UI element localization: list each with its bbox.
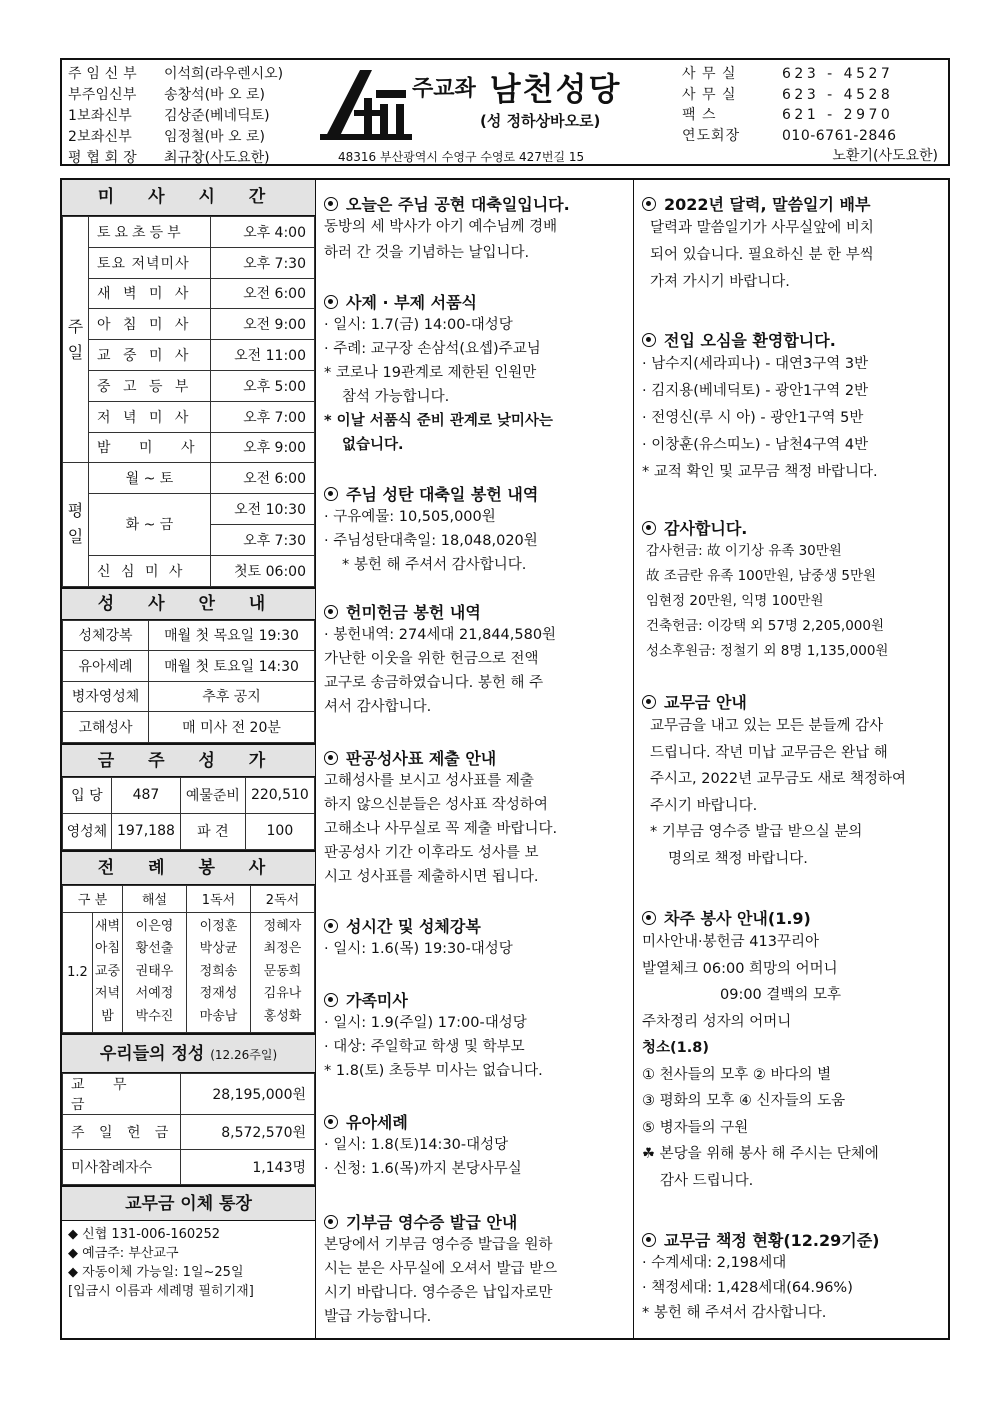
table-row [63,278,315,309]
notice-title [324,988,543,1011]
notice-line: 명의로 책정 바랍니다. [668,850,808,867]
bullet-icon [324,751,338,765]
hymn-number: 197,188 [111,813,180,849]
clergy-row [68,106,283,127]
notice-dues-status [642,1228,879,1326]
notice-title-text: 교무금 안내 [664,693,747,712]
notice-line: ① 천사들의 모후 ② 바다의 별 [642,1066,832,1083]
bullet-icon [642,521,656,535]
service-header: 해설 [123,885,187,912]
table-row [63,217,315,248]
notice-body [642,713,906,872]
bullet-icon [642,1233,656,1247]
notice-line: 09:00 결백의 모후 [720,987,842,1003]
service-date: 1.2 [63,912,93,1032]
service-header: 2독서 [251,885,315,912]
notice-line: 가난한 이웃을 위한 헌금으로 전액 [324,651,539,667]
notice-title [324,290,553,313]
notice-line: * 교적 확인 및 교무금 책정 바랍니다. [642,464,878,480]
sacrament-name: 성체강복 [63,620,149,651]
liturgy-service-table [62,885,315,1033]
notice-line: · 김지용(베네딕토) - 광안1구역 2반 [642,383,869,399]
notice-title [324,482,538,505]
reader2: 정혜자 [263,918,302,934]
church-logo-icon [320,64,418,142]
notice-line: 본당에서 기부금 영수증 발급을 원하 [324,1237,553,1253]
contact-label: 연도회장 [682,127,741,144]
church-prefix: 주교좌 [412,76,476,102]
clergy-name: 최규창(사도요한) [164,150,270,166]
offering-label: 교 무 금 [63,1073,181,1114]
middle-column [316,180,634,1338]
table-row [63,885,315,912]
notice-line: 드립니다. 작년 미납 교무금은 완납 해 [650,744,888,761]
notice-line: 故 조금란 유족 100만원, 남중생 5만원 [646,568,877,584]
notice-church-dues [642,690,906,872]
notice-line: 주시고, 2022년 교무금도 새로 책정하여 [650,771,907,787]
sacrament-name: 유아세례 [63,651,149,682]
commentator: 황선출 [135,941,174,957]
clergy-row [68,85,283,106]
hymns-table [62,777,315,850]
notice-line: 고해소나 사무실로 꼭 제출 바랍니다. [324,821,558,837]
notice-title-text: 가족미사 [346,991,408,1010]
notice-title [642,516,888,539]
notice-line: * 기부금 영수증 발급 받으실 분의 [650,824,863,840]
contact-label: 사 무 실 [682,86,737,103]
sacrament-time: 매월 첫 목요일 19:30 [149,620,315,651]
mass-times-table [62,216,315,587]
clergy-role: 평 협 회 장 [68,150,137,166]
contact-row [682,64,938,85]
mass-time: 오후 5:00 [211,370,315,401]
bullet-icon [324,1215,338,1229]
mass-time: 오전 6:00 [211,278,315,309]
notice-line: 임현정 20만원, 익명 100만원 [646,593,824,609]
notice-title [324,192,570,215]
mass-time: 오후 7:30 [211,247,315,278]
notice-line: 교무금을 내고 있는 모든 분들께 감사 [650,718,884,734]
notice-body [642,539,888,664]
table-row [63,401,315,432]
notice-line: · 전영신(루 시 아) - 광안1구역 5반 [642,410,864,426]
clergy-name: 임정철(바 오 로) [164,129,265,145]
notice-line: 참석 가능합니다. [342,389,450,405]
notice-line: · 수계세대: 2,198세대 [642,1255,787,1271]
reader1: 박상균 [199,941,238,957]
service-header: 1독서 [187,885,251,912]
contact-list [682,64,938,167]
notice-title-text: 감사합니다. [664,519,748,538]
notice-line: 성소후원금: 정철기 외 8명 1,135,000원 [646,643,889,659]
notice-title-text: 헌미헌금 봉헌 내역 [346,603,481,622]
sacrament-time: 추후 공지 [149,681,315,712]
notice-thanks [642,516,888,664]
service-mass: 새벽 [94,918,121,934]
notice-body [324,937,513,961]
notice-line: * 이날 서품식 준비 관계로 낮미사는 [324,413,553,429]
notice-line: ☘ 본당을 위해 봉사 해 주시는 단체에 [642,1146,879,1162]
bullet-icon [642,911,656,925]
table-row [63,777,315,813]
commentator: 이은영 [135,918,174,934]
offering-value: 8,572,570원 [181,1114,315,1149]
notice-line: * 코로나 19관계로 제한된 인원만 [324,365,537,381]
notice-body [642,215,874,296]
notice-line: · 일시: 1.6(목) 19:30-대성당 [324,941,513,957]
notice-line: · 남수지(세라피나) - 대연3구역 3반 [642,356,869,372]
notice-line: 판공성사 기간 이후라도 성사를 보 [324,845,539,861]
notice-title [642,1228,879,1251]
table-row [63,681,315,712]
notice-title-text: 차주 봉사 안내(1.9) [664,909,811,928]
mass-name: 중 고 등 부 [89,370,211,401]
commentator-list [123,912,187,1032]
notice-line: · 구유예물: 10,505,000원 [324,509,496,525]
notice-line: 청소(1.8) [642,1040,709,1056]
table-row [63,370,315,401]
hymn-number: 220,510 [245,777,314,813]
reader2: 김유나 [263,986,302,1002]
notice-welcome [642,328,878,486]
notice-calendar [642,192,874,296]
notice-line: * 봉헌 해 주셔서 감사합니다. [342,557,527,573]
table-row [63,620,315,651]
contact-value: 621 - 2970 [782,107,894,123]
bullet-icon [642,333,656,347]
bank-line: [입금시 이름과 세례명 필히기재] [68,1283,254,1299]
notice-line: 건축헌금: 이강택 외 57명 2,205,000원 [646,618,885,634]
hymns-title: 금 주 성 가 [62,743,315,777]
notice-line: 시기 바랍니다. 영수증은 납입자로만 [324,1285,553,1301]
service-mass: 밤 [101,1008,114,1024]
contact-row [682,85,938,106]
notice-line: 하지 않으신분들은 성사표 작성하여 [324,797,548,813]
mass-time: 오전 11:00 [211,340,315,371]
notice-title [324,1110,522,1133]
contact-label: 팩 스 [682,107,717,123]
offering-value: 28,195,000원 [181,1073,315,1114]
notice-title-text: 주님 성탄 대축일 봉헌 내역 [346,485,539,504]
hymn-label: 입 당 [63,777,112,813]
notice-title [324,914,513,937]
reader1: 정희송 [199,963,238,979]
table-row [63,494,315,525]
hymn-number: 100 [245,813,314,849]
notice-ordination [324,290,553,457]
notice-line: ③ 평화의 모후 ④ 신자들의 도움 [642,1093,846,1109]
mass-time: 오전 6:00 [211,463,315,494]
offering-title-text: 우리들의 정성 [99,1043,205,1064]
table-row [63,340,315,371]
right-column [634,180,948,1338]
notice-body [324,1011,543,1083]
sacrament-name: 고해성사 [63,712,149,743]
mass-time: 오전 9:00 [211,309,315,340]
notice-line: 고해성사를 보시고 성사표를 제출 [324,773,534,789]
notice-line: · 주님성탄대축일: 18,048,020원 [324,533,538,549]
notice-rice-offering [324,600,556,719]
hymn-label: 파 견 [181,813,246,849]
table-row [63,813,315,849]
reader2: 홍성화 [263,1008,302,1024]
clergy-name: 김상준(베네딕토) [164,108,270,124]
mass-time: 첫토 06:00 [211,555,315,586]
church-title [412,64,621,110]
mass-time: 오전 10:30 [211,494,315,525]
notice-line: · 신청: 1.6(목)까지 본당사무실 [324,1161,522,1177]
notice-title-text: 판공성사표 제출 안내 [346,749,497,768]
contact-value: 010-6761-2846 [782,127,897,144]
offering-table [62,1073,315,1185]
notice-next-week-service [642,906,879,1194]
clergy-role: 부주임신부 [68,87,137,103]
table-row [63,1073,315,1114]
notice-title-text: 교무금 책정 현황(12.29기준) [664,1231,880,1250]
notice-body [324,769,557,889]
commentator: 박수진 [135,1008,174,1024]
notice-title [642,328,878,351]
notice-line: 주차정리 성자의 어머니 [642,1013,792,1030]
notice-line: 없습니다. [342,437,404,453]
commentator: 권태우 [135,963,174,979]
reader2-list [251,912,315,1032]
notice-body [324,1133,522,1181]
bullet-icon [324,197,338,211]
reader1: 이정훈 [199,918,238,934]
clergy-row [68,127,283,148]
offering-label: 미사참례자수 [63,1149,181,1184]
clergy-role: 1보좌신부 [68,108,133,124]
notice-line: * 봉헌 해 주셔서 감사합니다. [642,1305,827,1321]
notice-line: 감사헌금: 故 이기상 유족 30만원 [646,543,842,559]
sunday-group-label: 주일 [63,217,89,463]
mass-time: 오후 7:00 [211,401,315,432]
notice-line: · 일시: 1.8(토)14:30-대성당 [324,1137,509,1153]
notice-title-text: 오늘은 주님 공현 대축일입니다. [346,195,570,214]
offering-title [62,1033,315,1073]
contact-row [682,105,938,126]
service-header: 구 분 [63,885,123,912]
clergy-row [68,64,283,85]
table-row [63,555,315,586]
bullet-icon [324,605,338,619]
notice-title-text: 전입 오심을 환영합니다. [664,331,836,350]
notice-body [324,215,570,266]
offering-label: 주 일 헌 금 [63,1114,181,1149]
notice-line: 감사 드립니다. [660,1172,754,1189]
mass-name: 새 벽 미 사 [89,278,211,309]
table-row [63,463,315,494]
notice-line: 시고 성사표를 제출하시면 됩니다. [324,869,539,885]
notice-line: ⑤ 병자들의 구원 [642,1119,749,1136]
mass-name: 월 ~ 토 [89,463,211,494]
hymn-number: 487 [111,777,180,813]
bullet-icon [324,1115,338,1129]
sacrament-time: 매월 첫 토요일 14:30 [149,651,315,682]
table-row [63,651,315,682]
notice-body [324,505,538,577]
notice-line: 발급 가능합니다. [324,1309,432,1325]
yeondo-president: 노환기(사도요한) [832,148,938,164]
notice-body [642,929,879,1194]
bullet-icon [642,197,656,211]
hymn-label: 예물준비 [181,777,246,813]
bullet-icon [642,695,656,709]
commentator: 서예정 [135,986,174,1002]
table-row [63,912,315,1032]
bullet-icon [324,487,338,501]
bulletin-body [60,178,950,1340]
notice-line: · 일시: 1.9(주일) 17:00-대성당 [324,1015,527,1031]
service-mass-list [93,912,123,1032]
mass-time: 오후 9:00 [211,432,315,463]
contact-label: 사 무 실 [682,66,737,82]
notice-line: · 봉헌내역: 274세대 21,844,580원 [324,627,557,643]
mass-name: 밤 미 사 [89,432,211,463]
notice-line: · 대상: 주일학교 학생 및 학부모 [324,1039,525,1055]
clergy-row [68,148,283,169]
bank-transfer-title: 교무금 이체 통장 [62,1185,315,1221]
clergy-role: 주 임 신 부 [68,66,137,82]
bank-transfer-info [62,1221,315,1305]
notice-line: · 주례: 교구장 손삼석(요셉)주교님 [324,341,541,357]
notice-line: 미사안내·봉헌금 413꾸리아 [642,934,819,950]
sacrament-name: 병자영성체 [63,681,149,712]
reader2: 최정은 [263,941,302,957]
sacrament-time: 매 미사 전 20분 [149,712,315,743]
notice-infant-baptism [324,1110,522,1181]
service-mass: 아침 [94,941,121,957]
mass-name: 토요초등부 [89,217,211,248]
reader2: 문동희 [263,963,302,979]
mass-time: 오후 7:30 [211,524,315,555]
contact-row [682,126,938,147]
contact-value: 623 - 4527 [782,66,894,82]
notice-title-text: 유아세례 [346,1113,408,1132]
clergy-name: 송창석(바 오 로) [164,87,265,103]
notice-title [642,906,879,929]
notice-title [324,1210,557,1233]
notice-body [324,623,556,719]
church-patron: (성 정하상바오로) [480,112,601,130]
notice-line: 가져 가시기 바랍니다. [650,274,790,290]
notice-title [324,600,556,623]
contact-value: 623 - 4528 [782,86,894,103]
notice-title-text: 사제 · 부제 서품식 [346,293,477,312]
reader1: 마송남 [199,1008,238,1024]
mass-name: 토요 저녁미사 [89,247,211,278]
notice-title [324,746,557,769]
notice-family-mass [324,988,543,1083]
notice-line: 주시기 바랍니다. [650,797,758,814]
notice-body [642,351,878,486]
table-row [63,432,315,463]
notice-line: 되어 있습니다. 필요하신 분 한 부씩 [650,247,874,263]
reader1-list [187,912,251,1032]
notice-holy-hour [324,914,513,961]
bullet-icon [324,919,338,933]
mass-times-title: 미 사 시 간 [62,180,315,216]
service-mass: 교중 [94,963,121,979]
table-row [63,309,315,340]
bank-line: ◆ 예금주: 부산교구 [68,1245,179,1261]
bank-line: ◆ 자동이체 가능일: 1일~25일 [68,1264,244,1280]
sacraments-table [62,620,315,743]
service-mass: 저녁 [94,986,121,1002]
table-row [63,1114,315,1149]
notice-title-text: 기부금 영수증 발급 안내 [346,1213,518,1232]
mass-name: 신 심 미 사 [89,555,211,586]
table-row [63,247,315,278]
mass-name: 아 침 미 사 [89,309,211,340]
mass-time: 오후 4:00 [211,217,315,248]
notice-confession-card [324,746,557,889]
mass-name: 화 ~ 금 [89,494,211,556]
notice-line: 달력과 말씀일기가 사무실앞에 비치 [650,220,874,236]
notice-body [324,313,553,457]
table-row [63,712,315,743]
notice-line: · 일시: 1.7(금) 14:00-대성당 [324,317,513,333]
notice-line: 시는 분은 사무실에 오셔서 발급 받으 [324,1261,558,1277]
left-column [62,180,316,1338]
notice-title-text: 2022년 달력, 말씀일기 배부 [664,195,871,214]
notice-line: 하러 간 것을 기념하는 날입니다. [324,244,530,261]
offering-value: 1,143명 [181,1149,315,1184]
notice-donation-receipt [324,1210,557,1329]
table-row [63,1149,315,1184]
notice-body [642,1251,879,1326]
clergy-list [68,64,283,169]
hymn-label: 영성체 [63,813,112,849]
notice-christmas-offering [324,482,538,577]
bullet-icon [324,295,338,309]
notice-line: · 이창훈(유스띠노) - 남천4구역 4반 [642,437,869,453]
bullet-icon [324,993,338,1007]
clergy-name: 이석희(라우렌시오) [164,66,284,82]
notice-body [324,1233,557,1329]
notice-line: * 1.8(토) 초등부 미사는 없습니다. [324,1063,543,1079]
church-address: 48316 부산광역시 수영구 수영로 427번길 15 [338,150,585,164]
church-name: 남천성당 [489,70,622,108]
bank-line: ◆ 신협 131-006-160252 [68,1226,221,1242]
liturgy-service-title: 전 례 봉 사 [62,850,315,885]
notice-line: · 책정세대: 1,428세대(64.96%) [642,1280,853,1296]
notice-title-text: 성시간 및 성체강복 [346,917,481,936]
reader1: 정재성 [199,986,238,1002]
notice-title [642,192,874,215]
notice-line: 발열체크 06:00 희망의 어머니 [642,960,838,977]
notice-line: 교구로 송금하였습니다. 봉헌 해 주 [324,675,544,691]
offering-title-date: (12.26주일) [210,1047,278,1062]
sacraments-title: 성 사 안 내 [62,587,315,620]
weekday-group-label: 평일 [63,463,89,586]
notice-epiphany [324,192,570,266]
notice-line: 셔서 감사합니다. [324,699,432,715]
notice-title [642,690,906,713]
bulletin-header [60,58,950,166]
clergy-role: 2보좌신부 [68,129,133,145]
notice-line: 동방의 세 박사가 아기 예수님께 경배 [324,219,558,235]
mass-name: 교 중 미 사 [89,340,211,371]
mass-name: 저 녁 미 사 [89,401,211,432]
